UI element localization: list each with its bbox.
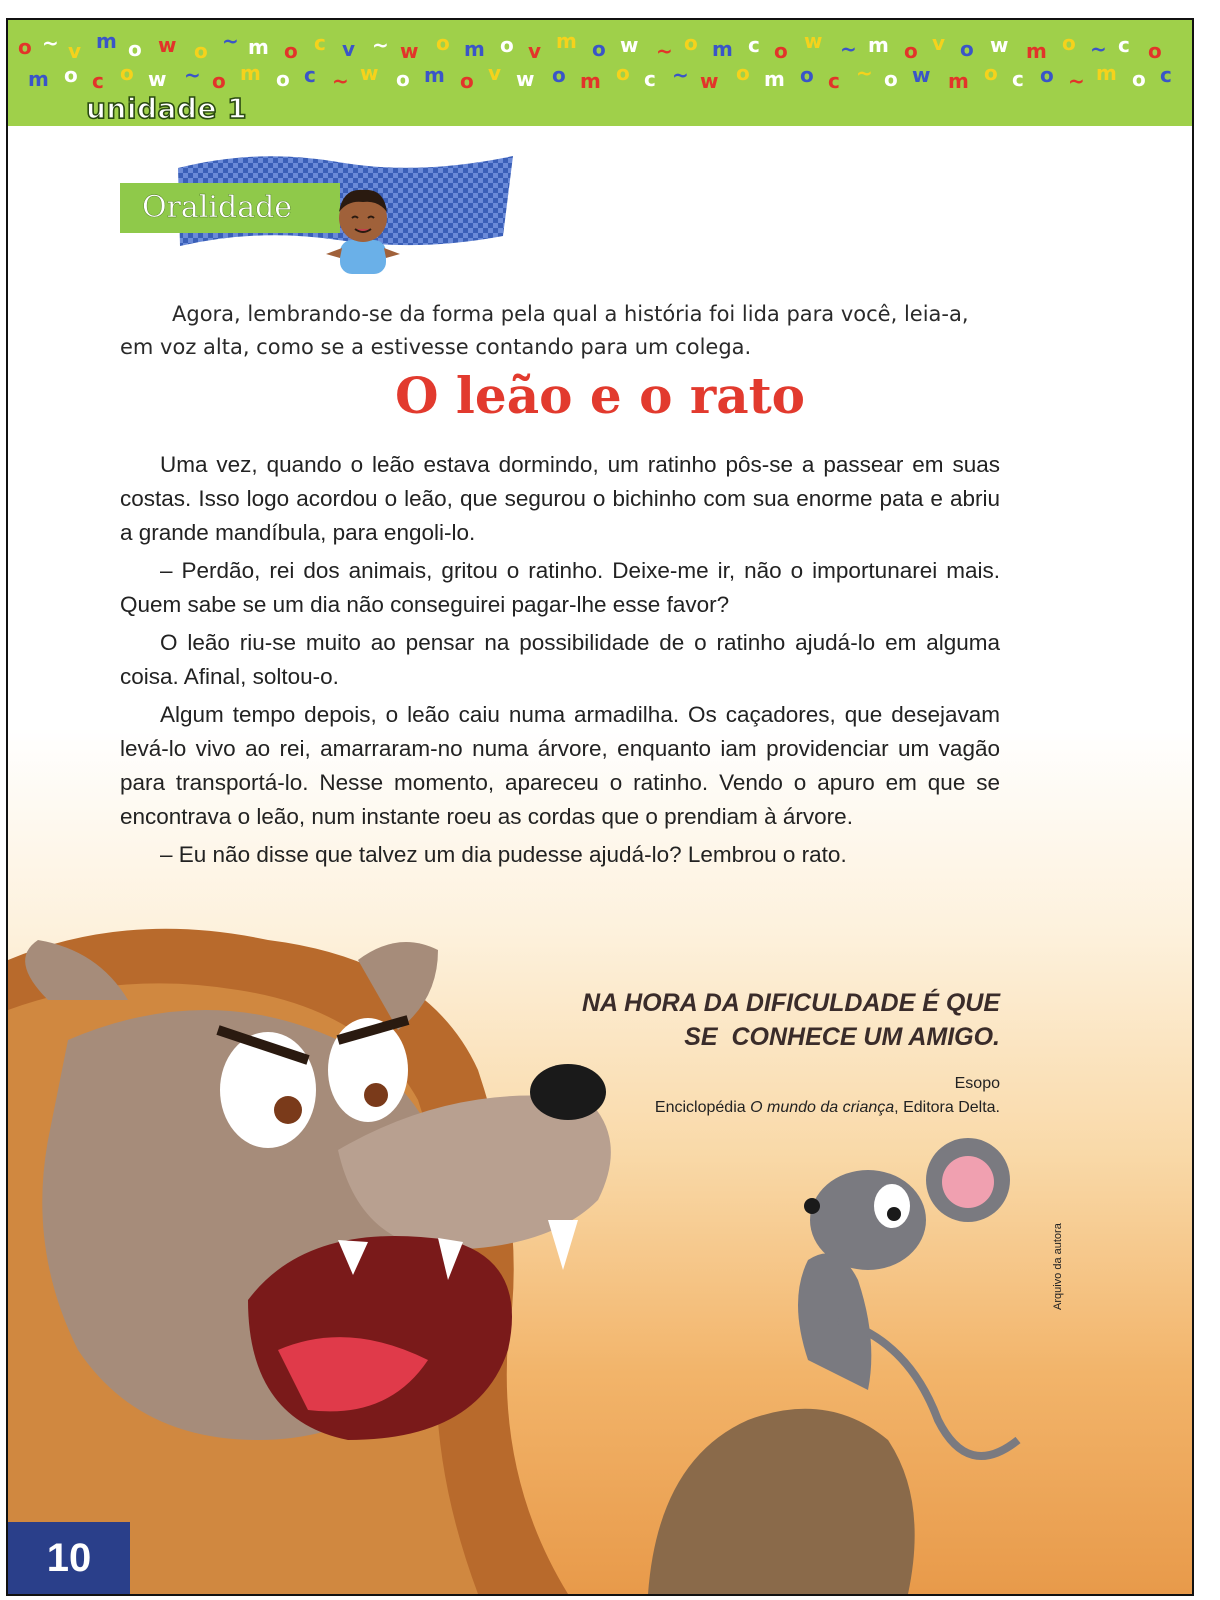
section-badge-label: Oralidade — [120, 183, 340, 233]
svg-text:~: ~ — [222, 29, 239, 53]
svg-text:c: c — [748, 33, 760, 57]
svg-text:c: c — [1012, 67, 1024, 91]
svg-text:o: o — [800, 63, 814, 87]
svg-text:v: v — [528, 39, 542, 63]
svg-text:m: m — [240, 61, 261, 85]
svg-text:m: m — [764, 67, 785, 91]
source-prefix: Enciclopédia — [654, 1099, 751, 1116]
svg-text:v: v — [68, 39, 82, 63]
moral-line-2: SE CONHECE UM AMIGO. — [684, 1023, 1000, 1051]
svg-text:~: ~ — [672, 63, 689, 87]
svg-text:m: m — [712, 37, 733, 61]
svg-text:m: m — [248, 35, 269, 59]
svg-text:o: o — [552, 63, 566, 87]
textbook-page — [6, 18, 1194, 1596]
svg-text:w: w — [912, 63, 931, 87]
intro-text: Agora, lembrando-se da forma pela qual a história foi lida para você, leia-a, em voz alta, como se a estivesse contando para um colega. — [120, 302, 969, 359]
story-title: O leão e o rato — [394, 366, 806, 425]
svg-text:m: m — [96, 29, 117, 53]
svg-text:v: v — [932, 31, 946, 55]
svg-text:~: ~ — [840, 37, 857, 61]
svg-text:c: c — [1160, 63, 1172, 87]
svg-text:m: m — [580, 69, 601, 93]
svg-text:o: o — [128, 37, 142, 61]
moral-line-1: NA HORA DA DIFICULDADE É QUE — [581, 989, 1000, 1017]
story-body — [120, 448, 1000, 876]
child-speaking-icon — [318, 178, 408, 278]
svg-text:o: o — [1148, 39, 1162, 63]
svg-text:o: o — [18, 35, 32, 59]
svg-text:o: o — [194, 39, 208, 63]
svg-text:~: ~ — [372, 33, 389, 57]
svg-text:~: ~ — [42, 31, 59, 55]
svg-text:o: o — [984, 61, 998, 85]
svg-text:c: c — [92, 69, 104, 93]
svg-text:o: o — [212, 69, 226, 93]
svg-text:~: ~ — [332, 69, 349, 93]
illustration-credit: Arquivo da autora — [1052, 1223, 1064, 1310]
svg-text:v: v — [488, 61, 502, 85]
svg-text:o: o — [960, 37, 974, 61]
page-number: 10 — [8, 1522, 130, 1594]
svg-text:w: w — [804, 29, 823, 53]
svg-text:m: m — [868, 33, 889, 57]
story-paragraph: – Perdão, rei dos animais, gritou o ratinho. Deixe-me ir, não o importunarei mais. Quem sabe se um dia não conseguirei pagar-lhe esse favor? — [120, 558, 1000, 617]
svg-text:~: ~ — [1068, 69, 1085, 93]
svg-text:o: o — [276, 67, 290, 91]
svg-text:~: ~ — [656, 39, 673, 63]
svg-text:~: ~ — [184, 63, 201, 87]
svg-text:o: o — [436, 31, 450, 55]
svg-text:c: c — [828, 69, 840, 93]
svg-text:w: w — [516, 67, 535, 91]
svg-text:w: w — [620, 33, 639, 57]
source-title: O mundo da criança — [750, 1099, 895, 1116]
svg-text:o: o — [1062, 31, 1076, 55]
svg-text:o: o — [774, 39, 788, 63]
svg-text:o: o — [684, 31, 698, 55]
unit-label: unidade 1 — [86, 92, 248, 125]
svg-text:~: ~ — [856, 61, 873, 85]
source-credits — [655, 1072, 1000, 1120]
svg-text:c: c — [1118, 33, 1130, 57]
svg-text:o: o — [884, 67, 898, 91]
svg-text:o: o — [616, 61, 630, 85]
svg-text:w: w — [990, 33, 1009, 57]
svg-text:w: w — [360, 61, 379, 85]
svg-text:c: c — [304, 63, 316, 87]
story-moral — [582, 986, 1000, 1054]
author: Esopo — [954, 1075, 1000, 1092]
svg-text:w: w — [158, 33, 177, 57]
source-suffix: , Editora Delta. — [894, 1099, 1000, 1116]
source-reference — [655, 1096, 1000, 1120]
svg-text:m: m — [556, 29, 577, 53]
svg-text:o: o — [460, 69, 474, 93]
svg-text:v: v — [342, 37, 356, 61]
svg-text:o: o — [1040, 63, 1054, 87]
svg-text:o: o — [592, 37, 606, 61]
story-paragraph: O leão riu-se muito ao pensar na possibilidade de o ratinho ajudá-lo em alguma coisa. Afinal, soltou-o. — [120, 630, 1000, 689]
svg-text:c: c — [314, 31, 326, 55]
svg-text:o: o — [500, 33, 514, 57]
svg-text:m: m — [464, 37, 485, 61]
svg-text:~: ~ — [1090, 37, 1107, 61]
svg-text:w: w — [700, 69, 719, 93]
story-paragraph: – Eu não disse que talvez um dia pudesse ajudá-lo? Lembrou o rato. — [160, 842, 847, 867]
svg-text:w: w — [148, 67, 167, 91]
svg-text:o: o — [120, 61, 134, 85]
svg-text:w: w — [400, 39, 419, 63]
confetti-letters-decoration — [8, 24, 1192, 94]
header-dotted-rule — [663, 120, 1183, 124]
svg-text:m: m — [1026, 39, 1047, 63]
story-paragraph: Uma vez, quando o leão estava dormindo, um ratinho pôs-se a passear em suas costas. Isso logo acordou o leão, que segurou o bichinho com sua enorme pata e abriu a grande mandíbula, para engoli-lo. — [120, 452, 1000, 545]
svg-text:m: m — [28, 67, 49, 91]
svg-text:m: m — [424, 63, 445, 87]
svg-text:o: o — [396, 67, 410, 91]
intro-instruction — [120, 298, 1000, 364]
svg-text:o: o — [1132, 67, 1146, 91]
svg-text:c: c — [644, 67, 656, 91]
svg-text:o: o — [736, 61, 750, 85]
unit-header-band — [8, 20, 1192, 126]
svg-text:o: o — [64, 63, 78, 87]
story-paragraph: Algum tempo depois, o leão caiu numa armadilha. Os caçadores, que desejavam levá-lo vivo ao rei, amarraram-no numa árvore, enquanto iam providenciar um vagão para transportá-lo. Nesse momento, apareceu o ratinho. Vendo o apuro em que se encontrava o leão, num instante roeu as cordas que o prendiam à árvore. — [120, 702, 1000, 829]
svg-text:m: m — [1096, 61, 1117, 85]
svg-text:o: o — [904, 39, 918, 63]
svg-text:m: m — [948, 69, 969, 93]
svg-text:o: o — [284, 39, 298, 63]
